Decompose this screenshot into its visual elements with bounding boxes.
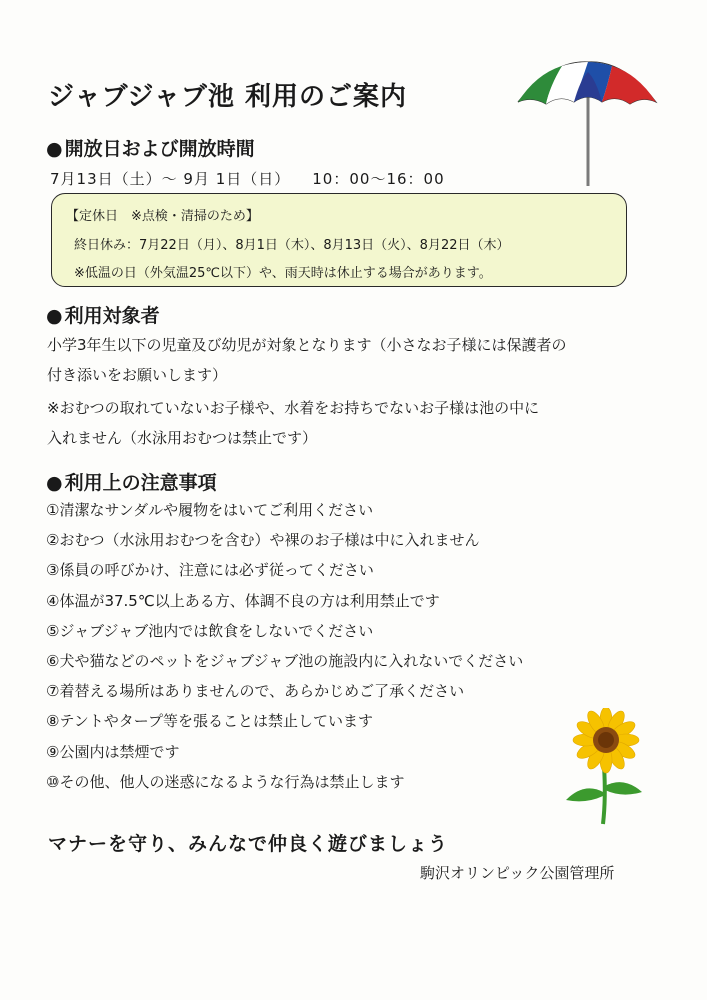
page-title: ジャブジャブ池 利用のご案内 xyxy=(48,82,407,112)
opening-dates: 7月13日（土）～ 9月 1日（日） xyxy=(50,170,291,188)
rules-list xyxy=(46,499,523,801)
rule-item: ⑥犬や猫などのペットをジャブジャブ池の施設内に入れないでください xyxy=(46,651,524,670)
organization-name: 駒沢オリンピック公園管理所 xyxy=(420,864,615,882)
rule-item: ⑩その他、他人の迷惑になるような行為は禁止します xyxy=(46,772,405,791)
opening-period xyxy=(50,168,445,189)
opening-time: 10：00～16：00 xyxy=(312,170,445,188)
rule-item: ①清潔なサンダルや履物をはいてご利用ください xyxy=(46,501,374,519)
rule-item: ②おむつ（水泳用おむつを含む）や裸のお子様は中に入れません xyxy=(46,531,480,550)
sunflower-icon xyxy=(556,708,656,826)
rule-item: ⑦着替える場所はありませんので、あらかじめご了承ください xyxy=(46,682,465,701)
bullet: ● xyxy=(46,305,63,327)
rule-item: ⑨公園内は禁煙です xyxy=(46,742,180,761)
closed-days-header: 【定休日 ※点検・清掃のため】 xyxy=(66,209,259,224)
eligibility-line: ※おむつの取れていないお子様や、水着をお持ちでないお子様は池の中に xyxy=(47,399,540,417)
closing-message: マナーを守り、みんなで仲良く遊びましょう xyxy=(48,833,449,855)
closed-days-box xyxy=(51,193,627,287)
section-heading-rules: ● 利用上の注意事項 xyxy=(46,472,217,494)
section-heading-hours: ● 開放日および開放時間 xyxy=(46,138,255,160)
rule-item: ④体温が37.5℃以上ある方、体調不良の方は利用禁止です xyxy=(46,591,440,610)
eligibility-line: 付き添いをお願いします） xyxy=(47,366,228,384)
eligibility-line: 入れません（水泳用おむつは禁止です） xyxy=(47,429,318,447)
bullet: ● xyxy=(46,138,63,160)
section-heading-eligibility: ● 利用対象者 xyxy=(46,305,160,327)
beach-umbrella-icon xyxy=(512,58,662,190)
closed-days-note: ※低温の日（外気温25℃以下）や、雨天時は休止する場合があります。 xyxy=(74,266,492,281)
rule-item: ⑧テントやタープ等を張ることは禁止しています xyxy=(46,712,373,731)
closed-days-list: 終日休み：7月22日（月）、8月1日（木）、8月13日（火）、8月22日（木） xyxy=(74,238,510,253)
eligibility-line: 小学3年生以下の児童及び幼児が対象となります（小さなお子様には保護者の xyxy=(47,336,567,354)
bullet: ● xyxy=(46,472,63,494)
rule-item: ③係員の呼びかけ、注意には必ず従ってください xyxy=(46,561,374,580)
rule-item: ⑤ジャブジャブ池内では飲食をしないでください xyxy=(46,621,374,640)
